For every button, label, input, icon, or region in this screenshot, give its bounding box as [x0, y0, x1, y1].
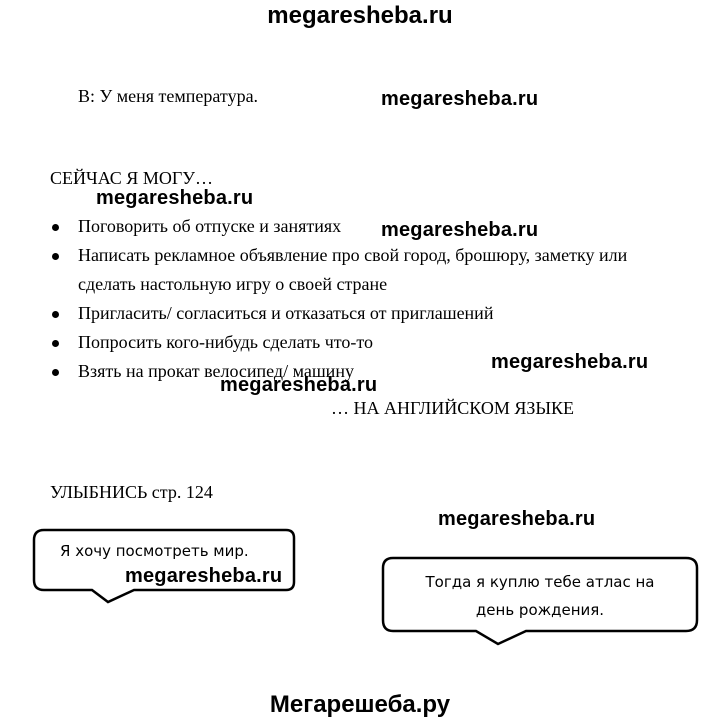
watermark: megaresheba.ru	[438, 508, 596, 530]
watermark: megaresheba.ru	[125, 565, 283, 587]
list-item: Написать рекламное объявление про свой город, брошюру, заметку или сделать настольную игру о своей стране	[50, 241, 670, 299]
watermark: megaresheba.ru	[96, 187, 254, 209]
in-english-line: … НА АНГЛИЙСКОМ ЯЗЫКЕ	[331, 398, 575, 418]
list-item: Поговорить об отпуске и занятиях	[50, 212, 670, 241]
watermark: megaresheba.ru	[220, 374, 378, 396]
smile-heading: УЛЫБНИСЬ стр. 124	[50, 482, 213, 502]
header-watermark: megaresheba.ru	[267, 2, 453, 29]
footer-watermark: Мегарешеба.ру	[269, 691, 451, 718]
section-heading: СЕЙЧАС Я МОГУ…	[50, 168, 213, 188]
watermark: megaresheba.ru	[491, 351, 649, 373]
watermark: megaresheba.ru	[381, 88, 539, 110]
right-bubble-text-line2: день рождения.	[475, 601, 605, 619]
list-item: Взять на прокат велосипед/ машину	[50, 357, 670, 386]
dialog-line: B: У меня температура.	[78, 86, 259, 106]
right-bubble-text-line1: Тогда я куплю тебе атлас на	[425, 573, 655, 591]
list-item: Попросить кого-нибудь сделать что-то	[50, 328, 670, 357]
list-item: Пригласить/ согласиться и отказаться от приглашений	[50, 299, 670, 328]
left-bubble-text: Я хочу посмотреть мир.	[60, 542, 249, 560]
watermark: megaresheba.ru	[381, 219, 539, 241]
